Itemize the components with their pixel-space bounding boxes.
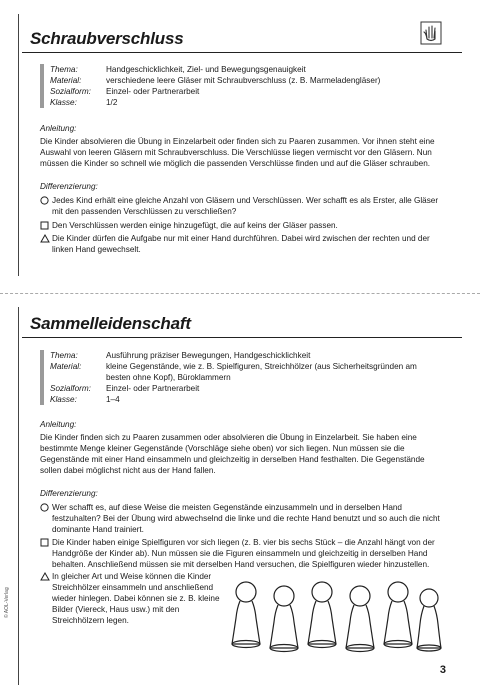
- info-row: Klasse: 1–4: [50, 395, 120, 404]
- section2-title-bar: [22, 307, 462, 338]
- square-icon: [40, 538, 52, 571]
- circle-icon: [40, 503, 52, 536]
- diff-item: Die Kinder dürfen die Aufgabe nur mit einer Hand durchführen. Dabei wird zwischen der rechten und der linken Hand gewechselt.: [40, 233, 447, 255]
- section1-anleitung-label: Anleitung:: [40, 124, 77, 133]
- info-row: Sozialform: Einzel- oder Partnerarbeit: [50, 87, 200, 96]
- diff-item: Den Verschlüssen werden einige hinzugefügt, die auf keins der Gläser passen.: [40, 220, 447, 232]
- hand-icon: [420, 21, 442, 50]
- info-row: Material: verschiedene leere Gläser mit Schraubverschluss (z. B. Marmeladengläser): [50, 76, 381, 85]
- figure-icon: [270, 586, 298, 652]
- circle-icon: [40, 196, 52, 218]
- square-icon: [40, 221, 52, 233]
- figure-icon: [346, 586, 374, 652]
- diff-item: Die Kinder haben einige Spielfiguren vor sich liegen (z. B. vier bis sechs Stück – die Anzahl hängt von der Handgröße der Kinder ab). Nun müssen sie die Figuren einsammeln und gleichzeitig in derselben Hand behalten. Anschließend müssen sie mit derselben Hand versuchen, die Spielfiguren wieder hinzustellen.: [40, 537, 447, 570]
- section2-diff-label: Differenzierung:: [40, 489, 98, 498]
- section1-anleitung-text: Die Kinder absolvieren die Übung in Einzelarbeit oder finden sich zu Paaren zusammen. Vor ihnen steht eine Auswahl von leeren Gläsern mit Schraubverschluss. Die Verschlüsse liegen vermischt vor den Gläsern. Nun müssen die Kinder so schnell wie möglich die passenden Verschlüsse finden und auf die Gläser schrauben.: [40, 137, 435, 168]
- section1-diff-label: Differenzierung:: [40, 182, 98, 191]
- info-row: Thema: Ausführung präziser Bewegungen, Handgeschicklichkeit: [50, 351, 311, 360]
- game-figures-illustration: [228, 578, 448, 656]
- triangle-icon: [40, 234, 52, 256]
- section2-info-box: [40, 350, 436, 405]
- section-divider: [0, 293, 480, 294]
- section1-title-bar: [22, 14, 462, 53]
- section2-title: Sammelleidenschaft: [30, 314, 191, 333]
- copyright: © AOL-Verlag: [4, 587, 10, 618]
- info-row: Thema: Handgeschicklichkeit, Ziel- und Bewegungsgenauigkeit: [50, 65, 306, 74]
- info-row: Material: kleine Gegenstände, wie z. B. Spielfiguren, Streichhölzer (aus Sicherheitsgründen am besten ohne Kopf), Büroklammern: [50, 362, 417, 382]
- figure-icon: [308, 582, 336, 648]
- info-row: Klasse: 1/2: [50, 98, 118, 107]
- triangle-icon: [40, 572, 52, 627]
- section2-anleitung-text: Die Kinder finden sich zu Paaren zusammen oder absolvieren die Übung in Einzelarbeit. Sie haben eine bestimmte Menge kleiner Gegenstände (Vorschläge siehe oben) vor sich liegen. Nun müssen sie die Gegenstände mit einer Hand einsammeln und gleichzeitig in derselben Hand festhalten. Die Gegenstände sollen dabei möglichst nicht aus der Hand fallen.: [40, 433, 425, 475]
- section2-anleitung-label: Anleitung:: [40, 420, 77, 429]
- section1-info-box: [40, 64, 436, 108]
- figure-icon: [417, 589, 441, 651]
- page-number: 3: [439, 664, 446, 676]
- info-row: Sozialform: Einzel- oder Partnerarbeit: [50, 384, 200, 393]
- section2-left-border: [18, 307, 19, 685]
- diff-item: Wer schafft es, auf diese Weise die meisten Gegenstände einzusammeln und in derselben Hand festzuhalten? Bei der Übung wird abwechselnd die linke und die rechte Hand benutzt und so auch die nicht dominante Hand trainiert.: [40, 502, 447, 535]
- section1-left-border: [18, 14, 19, 276]
- section1-title: Schraubverschluss: [30, 29, 184, 48]
- diff-item: Jedes Kind erhält eine gleiche Anzahl von Gläsern und Verschlüssen. Wer schafft es als Erster, alle Gläser mit den passenden Verschlüssen zu verschließen?: [40, 195, 447, 217]
- figure-icon: [232, 582, 260, 648]
- figure-icon: [384, 582, 412, 648]
- diff-item: In gleicher Art und Weise können die Kinder Streichhölzer einsammeln und anschließend wieder hinlegen. Dabei können sie z. B. kleine Bilder (Viereck, Haus usw.) mit den Streichhölzern legen.: [40, 571, 222, 626]
